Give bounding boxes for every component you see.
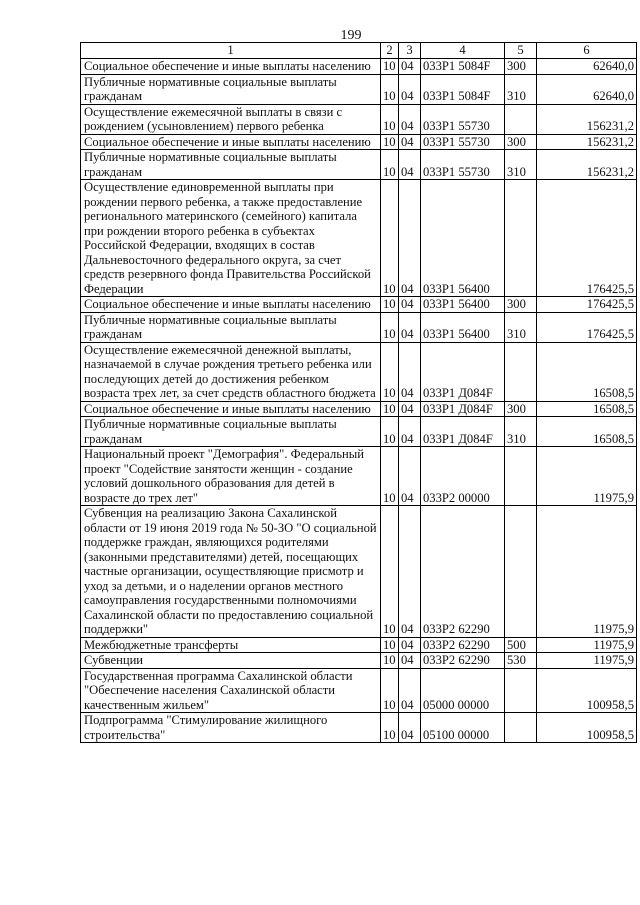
row-name-cell: Государственная программа Сахалинской области "Обеспечение населения Сахалинской области качественным жильем" bbox=[81, 668, 381, 713]
row-expense-type-cell bbox=[505, 447, 537, 506]
row-section-cell: 10 bbox=[381, 653, 399, 669]
row-amount-cell: 16508,5 bbox=[537, 417, 637, 447]
row-amount-cell: 100958,5 bbox=[537, 668, 637, 713]
row-name-cell: Субвенция на реализацию Закона Сахалинской области от 19 июня 2019 года № 50-ЗО "О социальной поддержке граждан, являющихся родителями (законными представителями) детей, посещающих частные организации, осуществляющие присмотр и уход за детьми, и о наделении органов местного самоуправления государственными полномочиями Сахалинской области по предоставлению социальной поддержки" bbox=[81, 506, 381, 638]
row-subsection-cell: 04 bbox=[399, 134, 421, 150]
header-cell: 2 bbox=[381, 43, 399, 59]
row-target-code-cell: 033P1 Д084F bbox=[421, 342, 505, 401]
row-expense-type-cell: 310 bbox=[505, 417, 537, 447]
row-section-cell: 10 bbox=[381, 297, 399, 313]
row-target-code-cell: 033P1 5084F bbox=[421, 59, 505, 75]
row-amount-cell: 16508,5 bbox=[537, 401, 637, 417]
table-row bbox=[81, 134, 637, 150]
row-subsection-cell: 04 bbox=[399, 668, 421, 713]
row-amount-cell: 11975,9 bbox=[537, 653, 637, 669]
row-name-cell: Социальное обеспечение и иные выплаты населению bbox=[81, 401, 381, 417]
row-amount-cell: 11975,9 bbox=[537, 637, 637, 653]
table-row bbox=[81, 59, 637, 75]
row-amount-cell: 11975,9 bbox=[537, 447, 637, 506]
row-expense-type-cell: 310 bbox=[505, 74, 537, 104]
row-target-code-cell: 033P1 55730 bbox=[421, 150, 505, 180]
table-row bbox=[81, 74, 637, 104]
row-target-code-cell: 033P1 56400 bbox=[421, 180, 505, 297]
row-target-code-cell: 033P1 55730 bbox=[421, 104, 505, 134]
row-section-cell: 10 bbox=[381, 668, 399, 713]
row-subsection-cell: 04 bbox=[399, 312, 421, 342]
row-expense-type-cell: 530 bbox=[505, 653, 537, 669]
row-name-cell: Национальный проект "Демография". Федеральный проект "Содействие занятости женщин - создание условий дошкольного образования для детей в возрасте до трех лет" bbox=[81, 447, 381, 506]
row-amount-cell: 176425,5 bbox=[537, 297, 637, 313]
row-section-cell: 10 bbox=[381, 134, 399, 150]
row-expense-type-cell bbox=[505, 713, 537, 743]
row-section-cell: 10 bbox=[381, 637, 399, 653]
row-target-code-cell: 033P2 62290 bbox=[421, 506, 505, 638]
row-expense-type-cell bbox=[505, 506, 537, 638]
row-name-cell: Социальное обеспечение и иные выплаты населению bbox=[81, 59, 381, 75]
row-expense-type-cell: 310 bbox=[505, 150, 537, 180]
row-target-code-cell: 033P1 55730 bbox=[421, 134, 505, 150]
table-row bbox=[81, 180, 637, 297]
header-cell: 6 bbox=[537, 43, 637, 59]
row-name-cell: Осуществление единовременной выплаты при рождении первого ребенка, а также предоставление регионального материнского (семейного) капитала при рождении второго ребенка в субъектах Российской Федерации, входящих в состав Дальневосточного федерального округа, за счет средств резервного фонда Правительства Российской Федерации bbox=[81, 180, 381, 297]
row-expense-type-cell bbox=[505, 342, 537, 401]
row-subsection-cell: 04 bbox=[399, 297, 421, 313]
row-expense-type-cell bbox=[505, 104, 537, 134]
row-amount-cell: 176425,5 bbox=[537, 180, 637, 297]
row-name-cell: Осуществление ежемесячной выплаты в связи с рождением (усыновлением) первого ребенка bbox=[81, 104, 381, 134]
row-subsection-cell: 04 bbox=[399, 417, 421, 447]
row-subsection-cell: 04 bbox=[399, 150, 421, 180]
table-row bbox=[81, 297, 637, 313]
row-target-code-cell: 033P2 00000 bbox=[421, 447, 505, 506]
row-name-cell: Межбюджетные трансферты bbox=[81, 637, 381, 653]
row-name-cell: Публичные нормативные социальные выплаты гражданам bbox=[81, 417, 381, 447]
table-row bbox=[81, 668, 637, 713]
row-target-code-cell: 033P1 56400 bbox=[421, 297, 505, 313]
row-section-cell: 10 bbox=[381, 713, 399, 743]
row-target-code-cell: 033P1 Д084F bbox=[421, 401, 505, 417]
row-subsection-cell: 04 bbox=[399, 447, 421, 506]
table-row bbox=[81, 637, 637, 653]
table-row bbox=[81, 342, 637, 401]
row-amount-cell: 11975,9 bbox=[537, 506, 637, 638]
row-expense-type-cell: 500 bbox=[505, 637, 537, 653]
row-target-code-cell: 05000 00000 bbox=[421, 668, 505, 713]
table-row bbox=[81, 417, 637, 447]
row-subsection-cell: 04 bbox=[399, 180, 421, 297]
row-subsection-cell: 04 bbox=[399, 342, 421, 401]
row-target-code-cell: 033P1 5084F bbox=[421, 74, 505, 104]
row-section-cell: 10 bbox=[381, 104, 399, 134]
table-row bbox=[81, 312, 637, 342]
row-subsection-cell: 04 bbox=[399, 506, 421, 638]
row-name-cell: Публичные нормативные социальные выплаты гражданам bbox=[81, 74, 381, 104]
row-amount-cell: 100958,5 bbox=[537, 713, 637, 743]
row-amount-cell: 16508,5 bbox=[537, 342, 637, 401]
table-row bbox=[81, 104, 637, 134]
row-name-cell: Публичные нормативные социальные выплаты гражданам bbox=[81, 150, 381, 180]
row-subsection-cell: 04 bbox=[399, 713, 421, 743]
row-section-cell: 10 bbox=[381, 342, 399, 401]
row-amount-cell: 156231,2 bbox=[537, 104, 637, 134]
row-expense-type-cell bbox=[505, 668, 537, 713]
row-name-cell: Социальное обеспечение и иные выплаты населению bbox=[81, 297, 381, 313]
table-row bbox=[81, 653, 637, 669]
row-subsection-cell: 04 bbox=[399, 653, 421, 669]
row-expense-type-cell: 300 bbox=[505, 297, 537, 313]
row-subsection-cell: 04 bbox=[399, 401, 421, 417]
row-expense-type-cell: 300 bbox=[505, 401, 537, 417]
row-section-cell: 10 bbox=[381, 312, 399, 342]
row-name-cell: Осуществление ежемесячной денежной выплаты, назначаемой в случае рождения третьего ребенка или последующих детей до достижения ребенком возраста трех лет, за счет средств областного бюджета bbox=[81, 342, 381, 401]
row-section-cell: 10 bbox=[381, 447, 399, 506]
page-number: 199 bbox=[340, 28, 362, 43]
row-subsection-cell: 04 bbox=[399, 637, 421, 653]
row-expense-type-cell bbox=[505, 180, 537, 297]
table-row bbox=[81, 447, 637, 506]
row-subsection-cell: 04 bbox=[399, 59, 421, 75]
row-amount-cell: 62640,0 bbox=[537, 59, 637, 75]
header-cell: 5 bbox=[505, 43, 537, 59]
row-target-code-cell: 033P2 62290 bbox=[421, 637, 505, 653]
row-section-cell: 10 bbox=[381, 180, 399, 297]
table-row bbox=[81, 713, 637, 743]
row-name-cell: Субвенции bbox=[81, 653, 381, 669]
table-row bbox=[81, 506, 637, 638]
header-cell: 3 bbox=[399, 43, 421, 59]
row-target-code-cell: 033P1 Д084F bbox=[421, 417, 505, 447]
row-target-code-cell: 033P1 56400 bbox=[421, 312, 505, 342]
row-subsection-cell: 04 bbox=[399, 74, 421, 104]
row-expense-type-cell: 300 bbox=[505, 59, 537, 75]
row-expense-type-cell: 310 bbox=[505, 312, 537, 342]
row-name-cell: Подпрограмма "Стимулирование жилищного строительства" bbox=[81, 713, 381, 743]
row-section-cell: 10 bbox=[381, 74, 399, 104]
row-section-cell: 10 bbox=[381, 401, 399, 417]
row-expense-type-cell: 300 bbox=[505, 134, 537, 150]
row-subsection-cell: 04 bbox=[399, 104, 421, 134]
row-section-cell: 10 bbox=[381, 417, 399, 447]
row-section-cell: 10 bbox=[381, 150, 399, 180]
row-target-code-cell: 033P2 62290 bbox=[421, 653, 505, 669]
header-cell: 4 bbox=[421, 43, 505, 59]
budget-table bbox=[80, 42, 637, 743]
row-amount-cell: 156231,2 bbox=[537, 150, 637, 180]
row-amount-cell: 62640,0 bbox=[537, 74, 637, 104]
row-amount-cell: 176425,5 bbox=[537, 312, 637, 342]
table-row bbox=[81, 150, 637, 180]
header-cell: 1 bbox=[81, 43, 381, 59]
row-target-code-cell: 05100 00000 bbox=[421, 713, 505, 743]
row-name-cell: Публичные нормативные социальные выплаты гражданам bbox=[81, 312, 381, 342]
table-header-row bbox=[81, 43, 637, 59]
row-amount-cell: 156231,2 bbox=[537, 134, 637, 150]
row-section-cell: 10 bbox=[381, 506, 399, 638]
row-section-cell: 10 bbox=[381, 59, 399, 75]
table-row bbox=[81, 401, 637, 417]
row-name-cell: Социальное обеспечение и иные выплаты населению bbox=[81, 134, 381, 150]
